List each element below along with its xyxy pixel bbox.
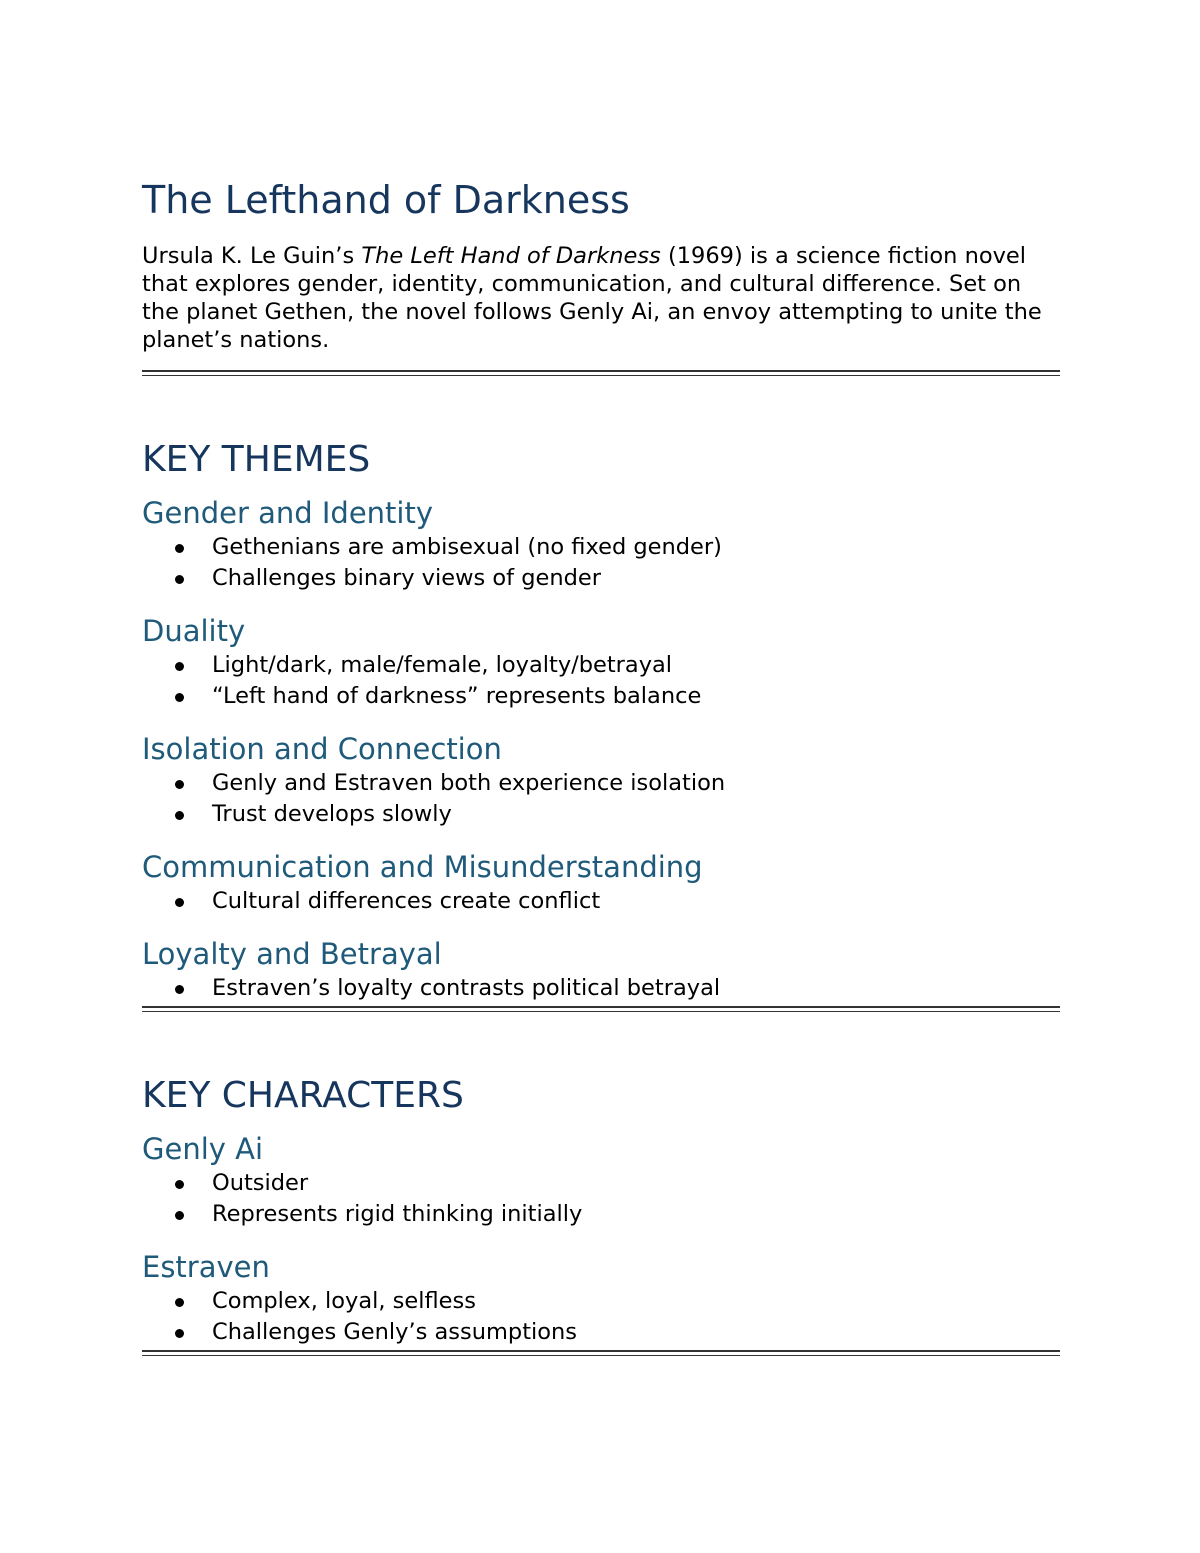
list-item (142, 799, 1060, 830)
list-item-text: Trust develops slowly (212, 801, 452, 827)
character-group (142, 1130, 1060, 1230)
list-item-text: Light/dark, male/female, loyalty/betrayal (212, 652, 673, 678)
theme-group (142, 612, 1060, 712)
theme-heading: Duality (142, 614, 246, 648)
list-item-text: Genly and Estraven both experience isolation (212, 770, 726, 796)
list-item-text: Challenges Genly’s assumptions (212, 1319, 578, 1345)
list-item (142, 973, 1060, 1004)
list-item (142, 1286, 1060, 1317)
character-heading: Genly Ai (142, 1132, 264, 1166)
document-page (142, 172, 1060, 1356)
bullet-list (142, 768, 1060, 830)
list-item (142, 886, 1060, 917)
bullet-icon (175, 1211, 184, 1220)
list-item (142, 1199, 1060, 1230)
list-item-text: Represents rigid thinking initially (212, 1201, 583, 1227)
bullet-icon (175, 575, 184, 584)
character-heading: Estraven (142, 1250, 270, 1284)
list-item (142, 1317, 1060, 1348)
document-title: The Lefthand of Darkness (142, 178, 630, 222)
list-item (142, 1168, 1060, 1199)
book-title: The Left Hand of Darkness (361, 243, 661, 269)
list-item-text: Estraven’s loyalty contrasts political betrayal (212, 975, 721, 1001)
list-item-text: Cultural differences create conflict (212, 888, 601, 914)
theme-group (142, 935, 1060, 1004)
intro-text-before: Ursula K. Le Guin’s (142, 243, 362, 269)
intro-text-after: (1969) is a science fiction novel that explores gender, identity, communication, and cultural difference. Set on the planet Gethen, the novel follows Genly Ai, an envoy attempting to unite the planet’s nations. (142, 243, 1042, 353)
bullet-icon (175, 693, 184, 702)
section-divider (142, 370, 1060, 376)
section-divider (142, 1006, 1060, 1012)
list-item-text: Outsider (212, 1170, 309, 1196)
section-heading-characters: KEY CHARACTERS (142, 1075, 464, 1116)
theme-group (142, 848, 1060, 917)
list-item (142, 650, 1060, 681)
bullet-icon (175, 1298, 184, 1307)
intro-paragraph (142, 242, 1060, 354)
theme-group (142, 494, 1060, 594)
bullet-list (142, 1286, 1060, 1348)
character-group (142, 1248, 1060, 1348)
list-item-text: Gethenians are ambisexual (no fixed gender) (212, 534, 722, 560)
bullet-icon (175, 662, 184, 671)
section-divider (142, 1350, 1060, 1356)
theme-heading: Communication and Misunderstanding (142, 850, 703, 884)
theme-heading: Gender and Identity (142, 496, 434, 530)
bullet-icon (175, 780, 184, 789)
bullet-icon (175, 544, 184, 553)
list-item (142, 563, 1060, 594)
bullet-list (142, 532, 1060, 594)
bullet-list (142, 1168, 1060, 1230)
bullet-icon (175, 1329, 184, 1338)
bullet-icon (175, 898, 184, 907)
bullet-list (142, 886, 1060, 917)
list-item (142, 681, 1060, 712)
themes-section (142, 438, 1060, 1004)
bullet-list (142, 973, 1060, 1004)
theme-heading: Isolation and Connection (142, 732, 502, 766)
bullet-icon (175, 985, 184, 994)
characters-section (142, 1074, 1060, 1348)
list-item (142, 768, 1060, 799)
theme-heading: Loyalty and Betrayal (142, 937, 442, 971)
bullet-list (142, 650, 1060, 712)
bullet-icon (175, 811, 184, 820)
list-item-text: Complex, loyal, selfless (212, 1288, 476, 1314)
bullet-icon (175, 1180, 184, 1189)
section-heading-themes: KEY THEMES (142, 439, 371, 480)
list-item-text: Challenges binary views of gender (212, 565, 601, 591)
theme-group (142, 730, 1060, 830)
list-item (142, 532, 1060, 563)
list-item-text: “Left hand of darkness” represents balance (212, 683, 702, 709)
